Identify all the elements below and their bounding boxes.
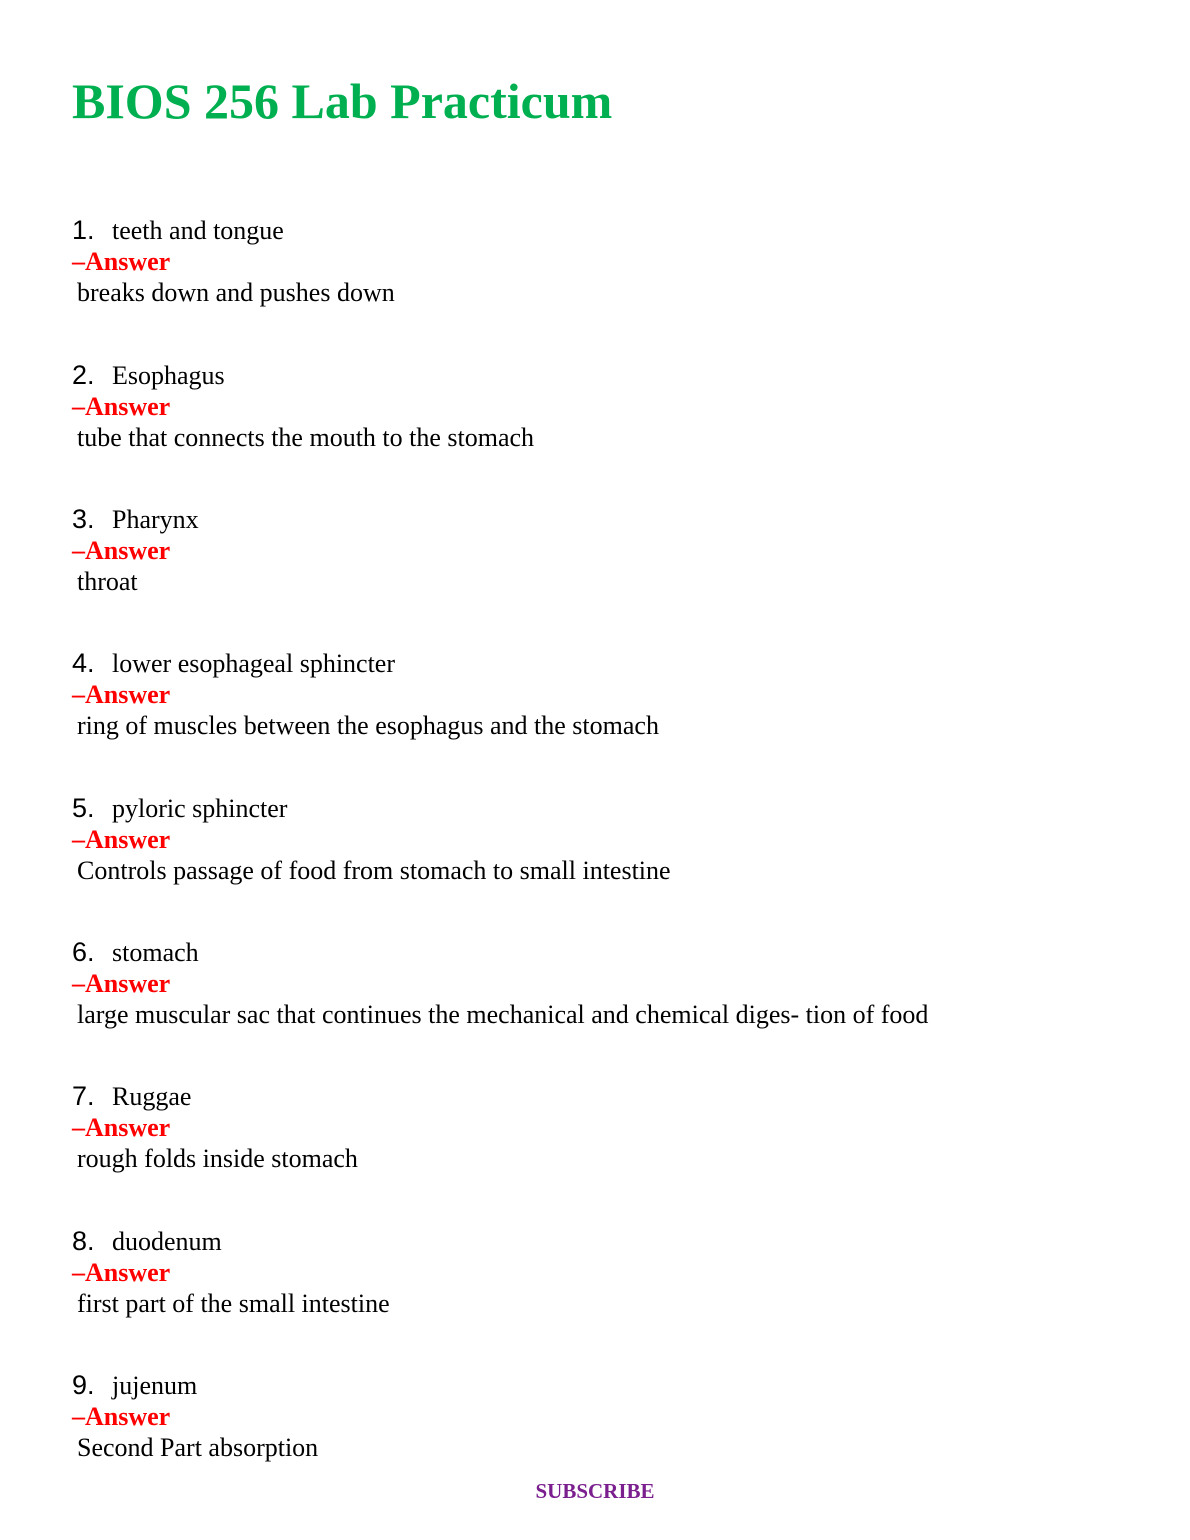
question-number: 3. xyxy=(72,504,95,534)
answer-label: –Answer xyxy=(72,1258,171,1287)
answer-label: –Answer xyxy=(72,825,171,854)
answer-label: –Answer xyxy=(72,247,171,276)
answer-label: –Answer xyxy=(72,536,171,565)
question-number: 4. xyxy=(72,648,95,678)
answer-text: tube that connects the mouth to the stomach xyxy=(77,423,535,452)
qa-item-3 xyxy=(72,503,1172,598)
subscribe-link[interactable]: SUBSCRIBE xyxy=(535,1479,655,1503)
question-line xyxy=(72,936,1172,968)
qa-item-4 xyxy=(72,647,1172,742)
question-number: 9. xyxy=(72,1370,95,1400)
answer-text: breaks down and pushes down xyxy=(77,278,395,307)
question-text: duodenum xyxy=(112,1227,222,1256)
answer-text: ring of muscles between the esophagus and the stomach xyxy=(77,711,659,740)
qa-item-2 xyxy=(72,359,1172,454)
question-text: teeth and tongue xyxy=(112,216,284,245)
qa-item-5 xyxy=(72,792,1172,887)
page-title: BIOS 256 Lab Practicum xyxy=(72,73,613,129)
question-line xyxy=(72,503,1172,535)
question-number: 2. xyxy=(72,360,95,390)
question-line xyxy=(72,1225,1172,1257)
question-text: Pharynx xyxy=(112,505,199,534)
answer-text: Controls passage of food from stomach to small intestine xyxy=(77,856,671,885)
question-line xyxy=(72,792,1172,824)
qa-item-9 xyxy=(72,1369,1172,1464)
qa-item-7 xyxy=(72,1080,1172,1175)
answer-label: –Answer xyxy=(72,680,171,709)
answer-label: –Answer xyxy=(72,392,171,421)
question-line xyxy=(72,1369,1172,1401)
qa-item-1 xyxy=(72,214,1172,309)
answer-label: –Answer xyxy=(72,1402,171,1431)
question-text: pyloric sphincter xyxy=(112,794,288,823)
answer-text: large muscular sac that continues the mechanical and chemical diges- tion of food xyxy=(77,1000,929,1029)
question-line xyxy=(72,359,1172,391)
question-number: 8. xyxy=(72,1226,95,1256)
qa-item-8 xyxy=(72,1225,1172,1320)
question-number: 5. xyxy=(72,793,95,823)
answer-text: throat xyxy=(77,567,138,596)
answer-label: –Answer xyxy=(72,1113,171,1142)
question-number: 6. xyxy=(72,937,95,967)
question-text: jujenum xyxy=(112,1371,198,1400)
question-line xyxy=(72,647,1172,679)
question-line xyxy=(72,1080,1172,1112)
question-number: 1. xyxy=(72,215,95,245)
question-text: Esophagus xyxy=(112,361,225,390)
answer-text: Second Part absorption xyxy=(77,1433,319,1462)
answer-text: first part of the small intestine xyxy=(77,1289,390,1318)
answer-label: –Answer xyxy=(72,969,171,998)
question-text: stomach xyxy=(112,938,199,967)
question-number: 7. xyxy=(72,1081,95,1111)
question-text: lower esophageal sphincter xyxy=(112,649,396,678)
answer-text: rough folds inside stomach xyxy=(77,1144,358,1173)
question-text: Ruggae xyxy=(112,1082,192,1111)
qa-item-6 xyxy=(72,936,1172,1031)
question-line xyxy=(72,214,1172,246)
